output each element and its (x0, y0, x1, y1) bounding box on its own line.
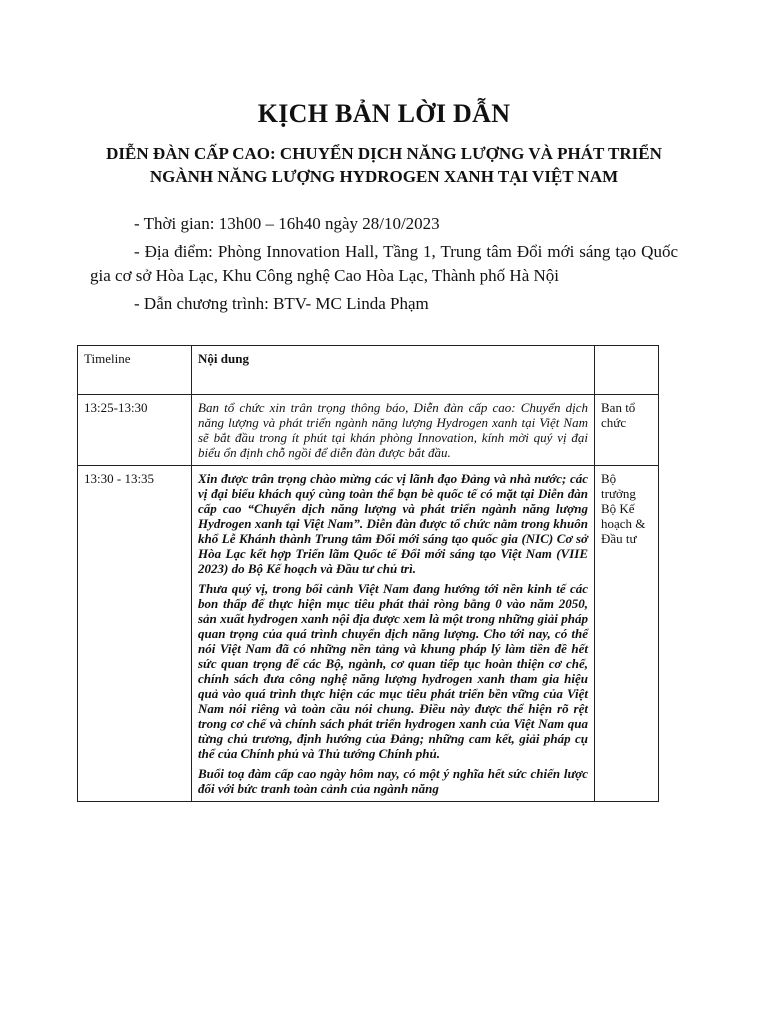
content-paragraph-welcome: Xin được trân trọng chào mừng các vị lãnh đạo Đảng và nhà nước; các vị đại biểu khách quý cùng toàn thể bạn bè quốc tế có mặt tại Diễn đàn cấp cao “Chuyển dịch năng lượng và phát triển ngành năng lượng Hydrogen xanh tại Việt Nam”. Diễn đàn được tổ chức nằm trong khuôn khổ Lễ Khánh thành Trung tâm Đổi mới sáng tạo quốc gia (NIC) Cơ sở Hòa Lạc kết hợp Triển lãm Quốc tế Đổi mới sáng tạo Việt Nam (VIIE 2023) do Bộ Kế hoạch và Đầu tư chủ trì. (198, 471, 588, 576)
event-time: - Thời gian: 13h00 – 16h40 ngày 28/10/2023 (134, 214, 440, 233)
row-time: 13:25-13:30 (78, 395, 192, 466)
script-table (77, 345, 659, 802)
subtitle-line-2: NGÀNH NĂNG LƯỢNG HYDROGEN XANH TẠI VIỆT NAM (149, 167, 619, 186)
row-time: 13:30 - 13:35 (78, 466, 192, 802)
row-content (192, 466, 595, 802)
header-content: Nội dung (192, 346, 595, 395)
row-content: Ban tổ chức xin trân trọng thông báo, Diễn đàn cấp cao: Chuyển dịch năng lượng và phát triển ngành năng lượng Hydrogen xanh tại Việt Nam sẽ bắt đầu trong ít phút tại khán phòng Innovation, kính mời quý vị đại biểu ổn định chỗ ngồi để diễn đàn được bắt đầu. (192, 395, 595, 466)
table-row (78, 395, 659, 466)
row-owner: Ban tổ chức (595, 395, 659, 466)
event-host: - Dẫn chương trình: BTV- MC Linda Phạm (134, 294, 429, 313)
subtitle-line-1: DIỄN ĐÀN CẤP CAO: CHUYỂN DỊCH NĂNG LƯỢNG VÀ PHÁT TRIỂN (106, 144, 662, 163)
content-paragraph-context: Thưa quý vị, trong bối cảnh Việt Nam đang hướng tới nền kinh tế các bon thấp để thực hiện mục tiêu phát thải ròng bằng 0 vào năm 2050, sản xuất hydrogen xanh nội địa được xem là một trong những giải pháp quan trọng của quá trình chuyển dịch năng lượng. Cho tới nay, có thể nói Việt Nam đã có những nền tảng và khung pháp lý làm tiền đề hết sức quan trọng để các Bộ, ngành, cơ quan tiếp tục hoàn thiện cơ chế, chính sách đưa công nghệ năng lượng hydrogen xanh tham gia hiệu quả vào quá trình thực hiện các mục tiêu phát triển bền vững của Việt Nam nói riêng và toàn cầu nói chung. Điều này được thể hiện rõ rệt trong cơ chế và chính sách phát triển hydrogen xanh của Việt Nam qua từng chủ trương, định hướng của Đảng; những cam kết, giải pháp cụ thể của Chính phủ và Thủ tướng Chính phủ. (198, 581, 588, 761)
header-timeline: Timeline (78, 346, 192, 395)
document-subtitle (60, 142, 708, 188)
event-venue: - Địa điểm: Phòng Innovation Hall, Tầng 1, Trung tâm Đổi mới sáng tạo Quốc gia cơ sở Hòa Lạc, Khu Công nghệ Cao Hòa Lạc, Thành phố Hà Nội (90, 242, 678, 285)
table-row (78, 466, 659, 802)
table-header-row (78, 346, 659, 395)
event-info (90, 212, 678, 320)
header-owner (595, 346, 659, 395)
document-title: KỊCH BẢN LỜI DẪN (257, 99, 511, 128)
content-paragraph-significance: Buổi toạ đàm cấp cao ngày hôm nay, có một ý nghĩa hết sức chiến lược đối với bức tranh toàn cảnh của ngành năng (198, 766, 588, 796)
row-owner: Bộ trưởng Bộ Kế hoạch & Đầu tư (595, 466, 659, 802)
